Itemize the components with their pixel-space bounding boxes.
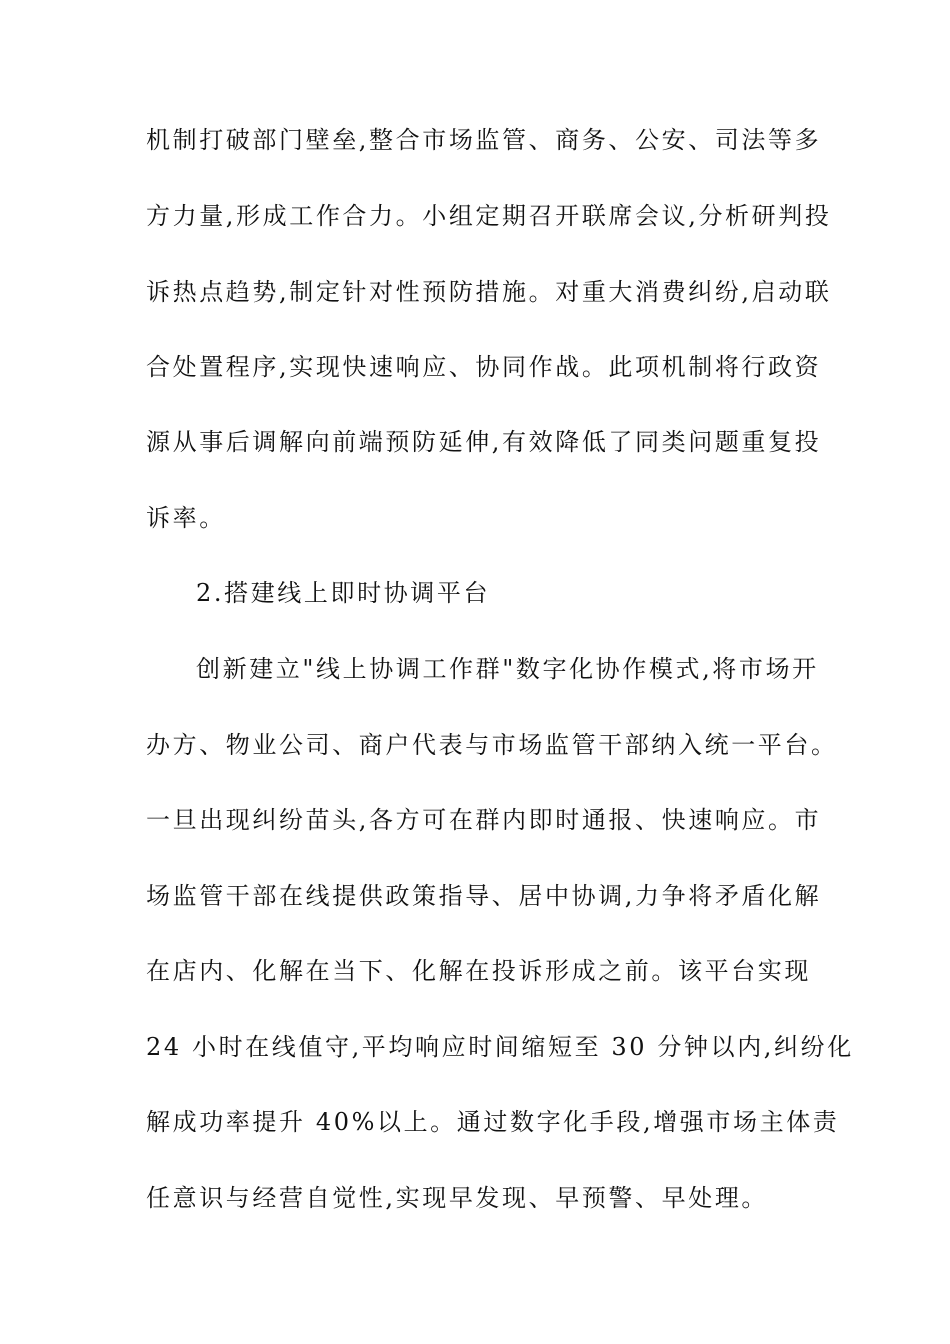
paragraph-line: 场监管干部在线提供政策指导、居中协调,力争将矛盾化解 xyxy=(146,882,822,910)
paragraph-line: 在店内、化解在当下、化解在投诉形成之前。该平台实现 xyxy=(146,957,811,985)
paragraph-line: 机制打破部门壁垒,整合市场监管、商务、公安、司法等多 xyxy=(146,126,822,154)
section-heading: 2.搭建线上即时协调平台 xyxy=(196,579,491,607)
paragraph-line: 源从事后调解向前端预防延伸,有效降低了同类问题重复投 xyxy=(146,428,822,456)
paragraph-line: 诉率。 xyxy=(146,504,226,532)
paragraph-line: 解成功率提升 40%以上。通过数字化手段,增强市场主体责 xyxy=(146,1108,840,1136)
paragraph-line: 一旦出现纠纷苗头,各方可在群内即时通报、快速响应。市 xyxy=(146,806,822,834)
paragraph-line: 办方、物业公司、商户代表与市场监管干部纳入统一平台。 xyxy=(146,731,838,759)
paragraph-line: 创新建立"线上协调工作群"数字化协作模式,将市场开 xyxy=(196,655,819,683)
paragraph-line: 任意识与经营自觉性,实现早发现、早预警、早处理。 xyxy=(146,1184,769,1212)
paragraph-line: 24 小时在线值守,平均响应时间缩短至 30 分钟以内,纠纷化 xyxy=(146,1033,854,1061)
paragraph-line: 方力量,形成工作合力。小组定期召开联席会议,分析研判投 xyxy=(146,202,832,230)
paragraph-line: 诉热点趋势,制定针对性预防措施。对重大消费纠纷,启动联 xyxy=(146,278,832,306)
paragraph-line: 合处置程序,实现快速响应、协同作战。此项机制将行政资 xyxy=(146,353,822,381)
